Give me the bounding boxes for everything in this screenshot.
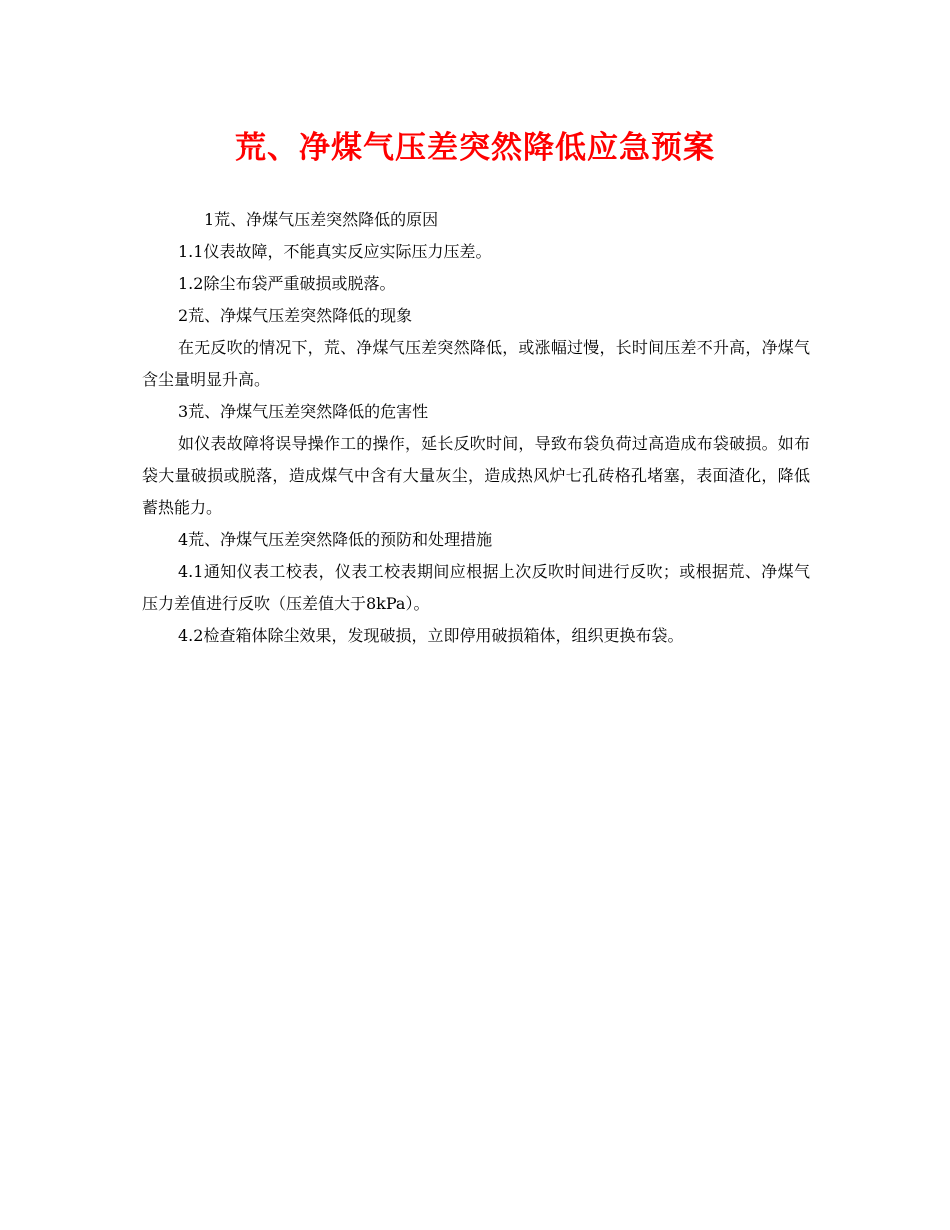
item-1-2: 1.2除尘布袋严重破损或脱落。	[178, 274, 396, 293]
section-1-heading: 1荒、净煤气压差突然降低的原因	[204, 210, 439, 229]
section-2-heading: 2荒、净煤气压差突然降低的现象	[178, 306, 413, 325]
section-3-heading: 3荒、净煤气压差突然降低的危害性	[178, 402, 429, 421]
section-4-heading: 4荒、净煤气压差突然降低的预防和处理措施	[178, 530, 493, 549]
item-4-2: 4.2检查箱体除尘效果，发现破损，立即停用破损箱体，组织更换布袋。	[178, 626, 684, 645]
document-title: 荒、净煤气压差突然降低应急预案	[235, 130, 715, 166]
section-3-body: 如仪表故障将误导操作工的操作，延长反吹时间，导致布袋负荷过高造成布袋破损。如布袋大量破损或脱落，造成煤气中含有大量灰尘，造成热风炉七孔砖格孔堵塞，表面渣化，降低蓄热能力。	[142, 434, 810, 517]
document-body	[142, 204, 810, 652]
section-2-body: 在无反吹的情况下，荒、净煤气压差突然降低，或涨幅过慢，长时间压差不升高，净煤气含尘量明显升高。	[142, 338, 810, 389]
item-1-1: 1.1仪表故障，不能真实反应实际压力压差。	[178, 242, 492, 261]
item-4-1: 4.1通知仪表工校表，仪表工校表期间应根据上次反吹时间进行反吹；或根据荒、净煤气压力差值进行反吹（压差值大于8kPa）。	[142, 562, 810, 613]
